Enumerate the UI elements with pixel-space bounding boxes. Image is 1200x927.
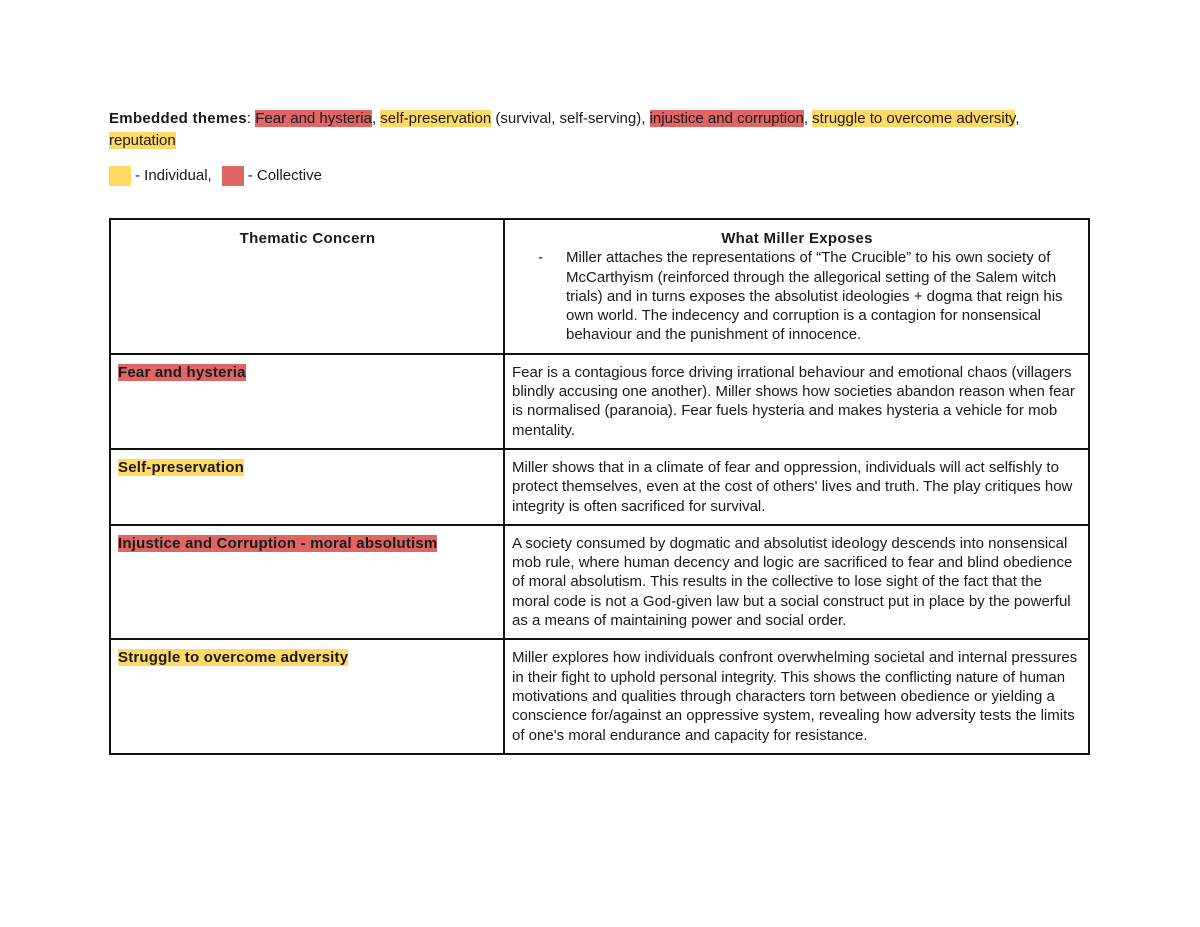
- header-what-miller-exposes-label: What Miller Exposes: [721, 230, 873, 247]
- table-row: [110, 639, 1089, 753]
- concern-label: Fear and hysteria: [118, 363, 246, 381]
- table-row: [110, 525, 1089, 639]
- concern-label: Injustice and Corruption - moral absolutism: [118, 534, 438, 552]
- bullet-dash: -: [538, 249, 543, 267]
- header-thematic-concern-label: Thematic Concern: [239, 230, 376, 247]
- collective-legend-label: - Collective: [247, 167, 322, 184]
- theme-fear-hysteria: Fear and hysteria: [255, 110, 372, 127]
- header-bullet-item: [538, 248, 1082, 344]
- description-cell: Miller explores how individuals confront overwhelming societal and internal pressures in their fight to uphold personal integrity. This shows the conflicting nature of human motivations and qualities through characters torn between obedience or yielding a conscience for/against an oppressive system, revealing how adversity tests the limits of one's moral endurance and capacity for resistance.: [504, 639, 1089, 753]
- table-header-row: [110, 219, 1089, 354]
- separator-text: ,: [1015, 110, 1020, 127]
- concern-cell: [110, 354, 504, 449]
- description-cell: Fear is a contagious force driving irrational behaviour and emotional chaos (villagers blindly accusing one another). Miller shows how societies abandon reason when fear is normalised (paranoia). Fear fuels hysteria and makes hysteria a vehicle for mob mentality.: [504, 354, 1089, 449]
- theme-struggle-adversity: struggle to overcome adversity: [812, 110, 1016, 127]
- theme-self-preservation: self-preservation: [380, 110, 492, 127]
- colon-text: :: [246, 110, 256, 127]
- document-page: [109, 108, 1089, 744]
- theme-injustice-corruption: injustice and corruption: [649, 110, 804, 127]
- description-cell: Miller shows that in a climate of fear and oppression, individuals will act selfishly to protect themselves, even at the cost of others' lives and truth. The play critiques how integrity is often sacrificed for survival.: [504, 449, 1089, 525]
- table-row: [110, 449, 1089, 525]
- individual-swatch: [109, 166, 131, 186]
- self-preservation-note: (survival, self-serving),: [491, 110, 650, 127]
- theme-reputation: reputation: [109, 132, 176, 149]
- themes-table: [109, 218, 1090, 755]
- concern-cell: [110, 639, 504, 753]
- table-row: [110, 354, 1089, 449]
- separator-text: ,: [803, 110, 813, 127]
- individual-legend-label: - Individual,: [135, 167, 212, 184]
- concern-cell: [110, 525, 504, 639]
- concern-label: Struggle to overcome adversity: [118, 649, 349, 667]
- color-legend: [109, 165, 1089, 187]
- collective-swatch: [222, 166, 244, 186]
- concern-cell: [110, 449, 504, 525]
- embedded-themes-line: [109, 108, 1089, 152]
- description-cell: A society consumed by dogmatic and absolutist ideology descends into nonsensical mob rule, where human decency and logic are sacrificed to fear and blind obedience of moral absolutism. This results in the collective to lose sight of the fact that the moral code is not a God-given law but a social construct put in place by the powerful as a means of maintaining power and social order.: [504, 525, 1089, 639]
- header-thematic-concern: [110, 219, 504, 354]
- header-what-miller-exposes: [504, 219, 1089, 354]
- embedded-themes-label: Embedded themes: [109, 110, 247, 127]
- header-bullet-text: Miller attaches the representations of “The Crucible” to his own society of McCarthyism (reinforced through the allegorical setting of the Salem witch trials) and in turns exposes the absolutist ideologies + dogma that reign his own world. The indecency and corruption is a contagion for nonsensical behaviour and the punishment of innocence.: [566, 249, 1063, 344]
- separator-text: ,: [371, 110, 381, 127]
- concern-label: Self-preservation: [118, 458, 244, 476]
